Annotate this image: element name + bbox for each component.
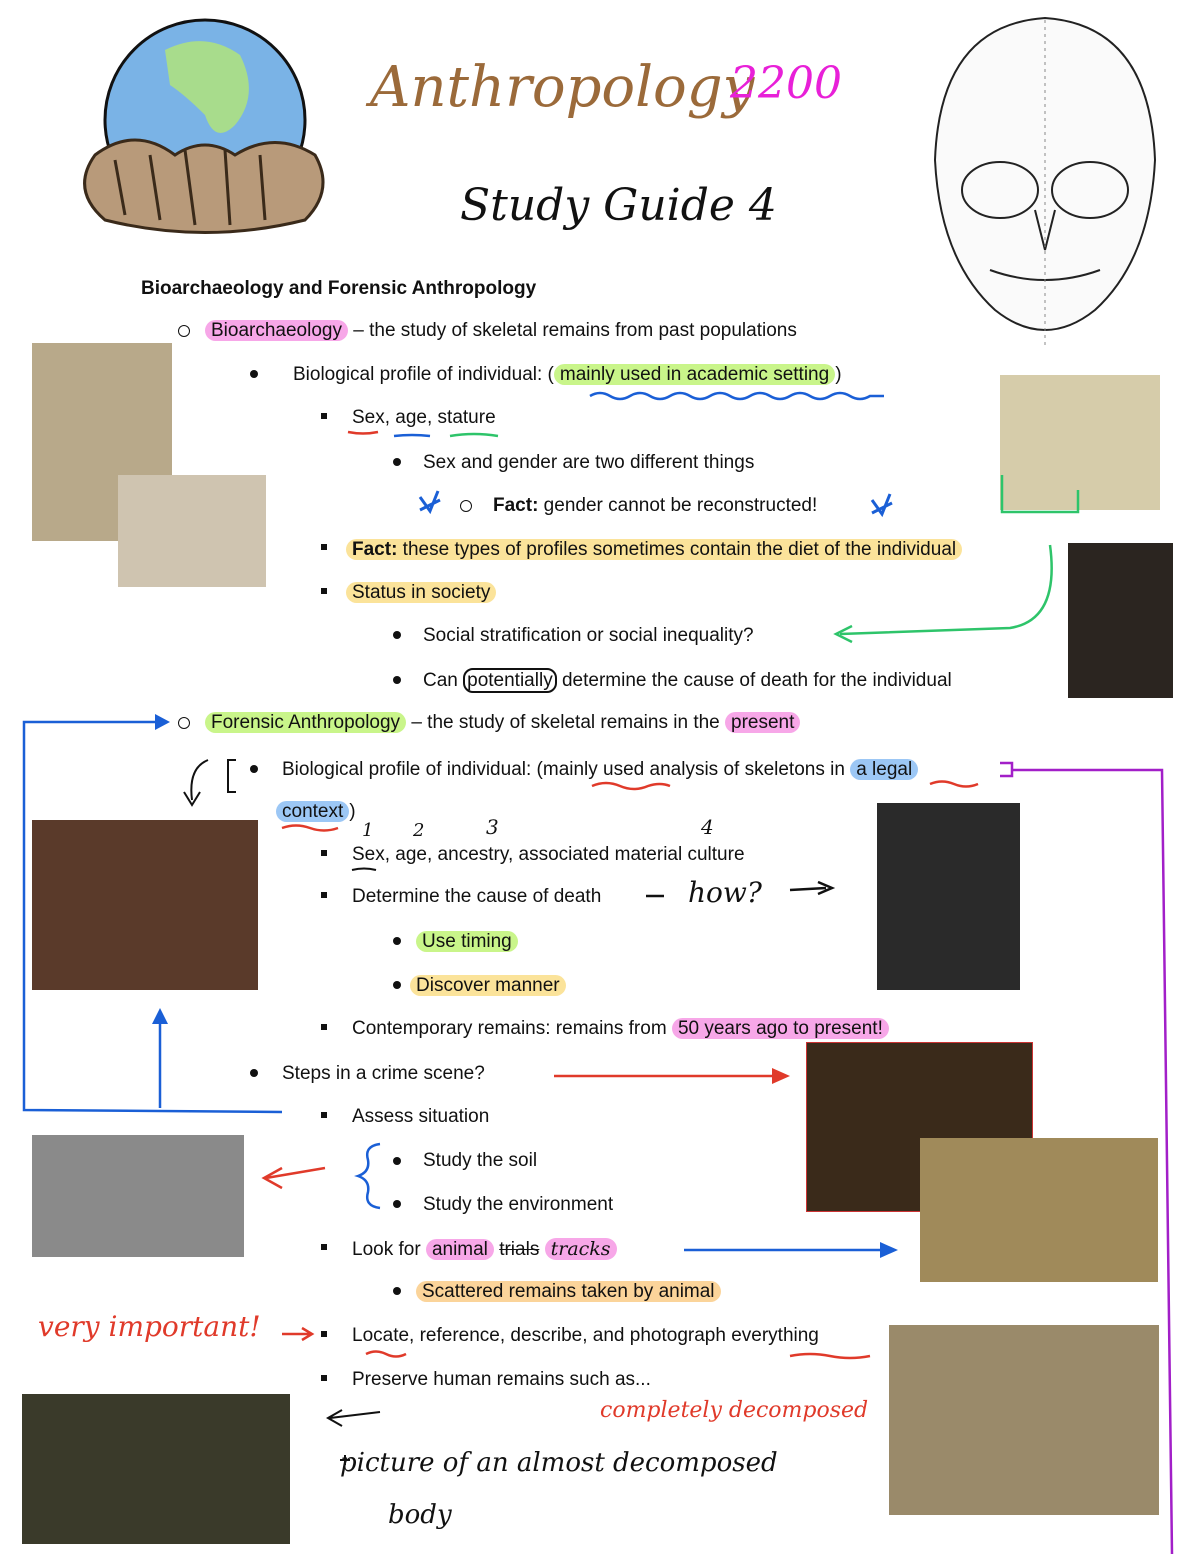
forensic-profile-item: Biological profile of individual: (mainly used analysis of skeletons in a legal [282, 757, 918, 783]
preserve-remains: Preserve human remains such as... [352, 1369, 651, 1390]
bullet [321, 1244, 327, 1250]
forensic-expert-courtroom-photo [32, 820, 258, 990]
bullet [321, 413, 327, 419]
bullet [393, 1200, 401, 1208]
bullet [321, 850, 327, 856]
mass-grave-photo [889, 1325, 1159, 1515]
bullet [321, 544, 327, 550]
bullet [321, 1024, 327, 1030]
femur-bones-photo [1068, 543, 1173, 698]
bullet [393, 458, 401, 466]
bullet [321, 892, 327, 898]
burial-photo-2 [118, 475, 266, 587]
status-item: Status in society [346, 580, 496, 606]
decomposed-remains-photo [920, 1138, 1158, 1282]
globe-in-hands-illustration [55, 15, 345, 250]
bio-profile-item: Biological profile of individual: ( mainly used in academic setting ) [293, 364, 842, 385]
discover-manner-item: Discover manner [410, 973, 566, 999]
picture-note-line1: picture of an almost decomposed [340, 1448, 778, 1478]
very-important-note: very important! [38, 1310, 261, 1343]
skeleton-layout-photo [877, 803, 1020, 990]
bullet [178, 325, 190, 337]
circled-word: potentially [463, 668, 557, 693]
number-4: 4 [701, 815, 714, 839]
picture-note-line2: body [388, 1500, 452, 1530]
use-timing-item: Use timing [416, 929, 518, 955]
number-1: 1 [362, 820, 374, 841]
contemporary-item: Contemporary remains: remains from 50 years ago to present! [352, 1016, 889, 1042]
fact-gender-item: Fact: gender cannot be reconstructed! [493, 495, 818, 516]
title-handwritten: Anthropology [370, 55, 755, 120]
steps-crime-scene: Steps in a crime scene? [282, 1063, 485, 1084]
bullet [393, 937, 401, 945]
bullet [250, 765, 258, 773]
forensic-item: Forensic Anthropology – the study of skeletal remains in the present [205, 710, 800, 736]
bullet [460, 500, 472, 512]
subtitle-handwritten: Study Guide 4 [460, 180, 777, 231]
cause-death-forensic-item: Determine the cause of death [352, 886, 602, 907]
completely-decomposed-note: completely decomposed [600, 1398, 869, 1423]
sex-age-stature: Sex, age, stature [352, 407, 496, 428]
bullet [393, 981, 401, 989]
study-environment: Study the environment [423, 1194, 614, 1215]
bio-profile-highlight: mainly used in academic setting [554, 364, 835, 385]
study-soil: Study the soil [423, 1150, 538, 1171]
bullet [250, 1069, 258, 1077]
stratification-item: Social stratification or social inequality? [423, 625, 754, 646]
bullet [178, 717, 190, 729]
bullet [393, 631, 401, 639]
bioarchaeology-term: Bioarchaeology [205, 320, 348, 341]
number-2: 2 [413, 820, 425, 841]
bullet [393, 1287, 401, 1295]
bullet [321, 1112, 327, 1118]
forensic-profile-line2: context ) [276, 799, 356, 825]
assess-situation: Assess situation [352, 1106, 490, 1127]
skull-diagram [920, 10, 1170, 355]
section-heading: Bioarchaeology and Forensic Anthropology [141, 278, 537, 299]
how-note: how? [688, 876, 762, 909]
course-number-handwritten: 2200 [730, 58, 842, 109]
bullet [393, 1157, 401, 1165]
scattered-remains: Scattered remains taken by animal [416, 1279, 721, 1305]
look-for-tracks: Look for animal trials tracks [352, 1236, 617, 1263]
sex-gender-item: Sex and gender are two different things [423, 452, 755, 473]
bullet [321, 588, 327, 594]
cause-death-bio-item: Can potentially determine the cause of death for the individual [423, 670, 952, 691]
bullet [321, 1375, 327, 1381]
forensic-term: Forensic Anthropology [205, 712, 406, 733]
search-team-photo [32, 1135, 244, 1257]
skull-with-blade-photo [1000, 375, 1160, 510]
number-3: 3 [486, 815, 499, 839]
bioarchaeology-item [205, 318, 797, 344]
bullet [250, 370, 258, 378]
bioarchaeology-definition: – the study of skeletal remains from past populations [347, 320, 797, 341]
locate-reference: Locate, reference, describe, and photograph everything [352, 1325, 819, 1346]
bullet [321, 1331, 327, 1337]
investigators-outdoors-photo [22, 1394, 290, 1544]
sex-age-ancestry-item: Sex, age, ancestry, associated material culture [352, 844, 745, 865]
bullet [393, 676, 401, 684]
fact-diet-item: Fact: these types of profiles sometimes contain the diet of the individual [346, 537, 962, 563]
